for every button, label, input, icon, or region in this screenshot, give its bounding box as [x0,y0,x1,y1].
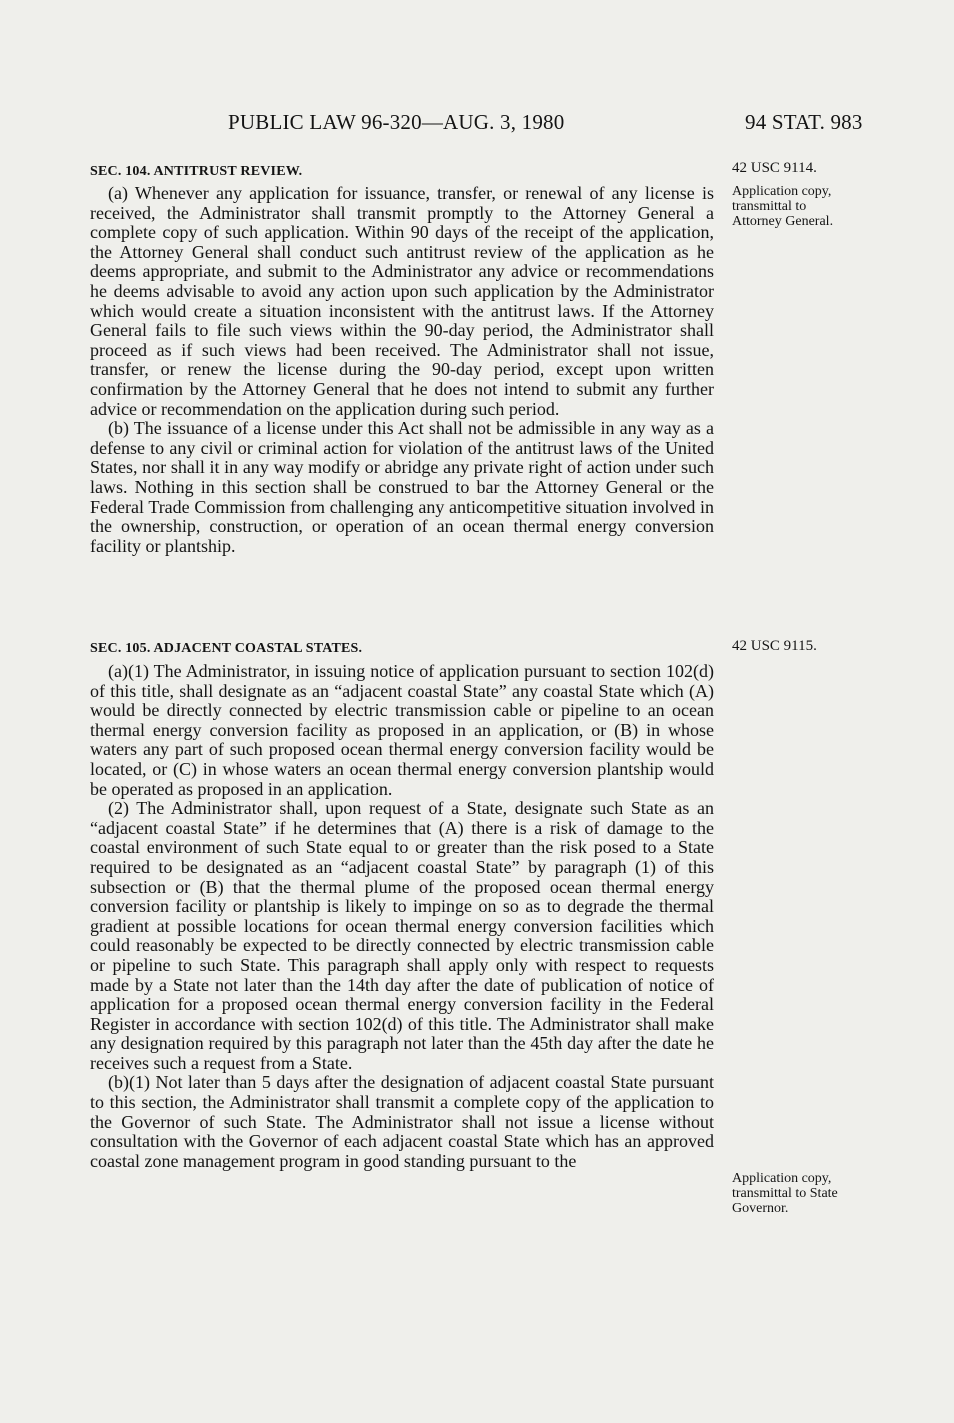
section-105-paragraph-a1: (a)(1) The Administrator, in issuing notice of application pursuant to section 102(d) of this title, shall designate as an “adjacent coastal State” any coastal State which (A) would be directly connected by electric transmission cable or pipeline to an ocean thermal energy conversion facility as proposed in an application, or (B) in whose waters any part of such proposed ocean thermal energy conversion facility would be located, or (C) in whose waters an ocean thermal energy conversion plantship would be operated as proposed in an application. [90,661,714,799]
bleed-through-mark [738,478,848,522]
running-header-title: PUBLIC LAW 96-320—AUG. 3, 1980 [228,110,565,134]
section-heading-104: SEC. 104. ANTITRUST REVIEW. [90,164,303,179]
margin-note-state-governor: Application copy, transmittal to State Governor. [732,1171,838,1216]
section-105-paragraph-a2: (2) The Administrator shall, upon request of a State, designate such State as an “adjacent coastal State” if he determines that (A) there is a risk of damage to the coastal environment of such State equal to or greater than the risk posed to a State required to be designated as an “adjacent coastal State” by paragraph (1) of this subsection or (B) that the thermal plume of the proposed ocean thermal energy conversion facility or plantship is likely to impinge on so as to degrade the thermal gradient at possible locations for ocean thermal energy conversion facilities which could reasonably be expected to be directly connected by electric transmission cable or pipeline to such State. This paragraph shall apply only with respect to requests made by a State not later than the 14th day after the date of publication of notice of application for a proposed ocean thermal energy conversion facility in the Federal Register in accordance with section 102(d) of this title. The Administrator shall make any designation required by this paragraph not later than the 45th day after the date he receives such a request from a State. [90,798,714,1073]
section-105-body [90,662,714,1171]
section-104-body [90,184,714,556]
margin-note-attorney-general: Application copy, transmittal to Attorney General. [732,184,834,229]
page-stat-citation: 94 STAT. 983 [745,110,863,134]
section-heading-105: SEC. 105. ADJACENT COASTAL STATES. [90,641,363,656]
section-104-paragraph-b: (b) The issuance of a license under this Act shall not be admissible in any way as a defense to any civil or criminal action for violation of the antitrust laws of the United States, nor shall it in any way modify or abridge any private right of action under such laws. Nothing in this section shall be construed to bar the Attorney General or the Federal Trade Commission from challenging any anticompetitive situation involved in the ownership, construction, or operation of an ocean thermal energy conversion facility or plantship. [90,418,714,556]
section-105-paragraph-b1: (b)(1) Not later than 5 days after the designation of adjacent coastal State pursuant to this section, the Administrator shall transmit a complete copy of the application to the Governor of such State. The Administrator shall not issue a license without consultation with the Governor of each adjacent coastal State which has an approved coastal zone management program in good standing pursuant to the [90,1072,714,1171]
citation-42-usc-9114: 42 USC 9114. [732,160,817,176]
section-104-paragraph-a: (a) Whenever any application for issuance, transfer, or renewal of any license is received, the Administrator shall transmit promptly to the Attorney General a complete copy of such application. Within 90 days of the receipt of the application, the Attorney General shall conduct such antitrust review of the application as he deems appropriate, and submit to the Administrator any advice or recommendations he deems advisable to avoid any action upon such application by the Administrator which would create a situation inconsistent with the antitrust laws. If the Attorney General fails to file such views within the 90-day period, the Administrator shall proceed as if such views had been received. The Administrator shall not issue, transfer, or renew the license during the 90-day period, except upon written confirmation by the Attorney General that he does not intend to submit any further advice or recommendation on the application during such period. [90,183,714,419]
citation-42-usc-9115: 42 USC 9115. [732,638,817,654]
